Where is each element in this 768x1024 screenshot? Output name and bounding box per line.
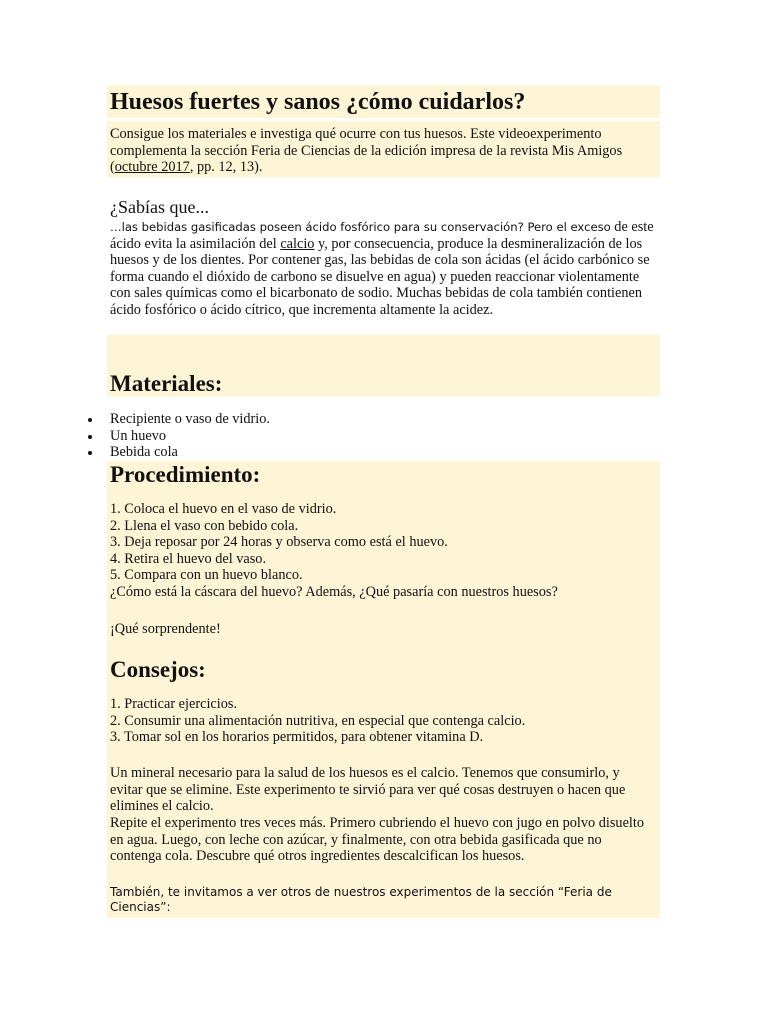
step-item: 5. Compara con un huevo blanco. [110, 567, 303, 584]
sabias-text: de este ácido evita la asimilación del [110, 219, 654, 252]
procedimiento-steps [110, 501, 655, 601]
list-item: Un huevo [110, 428, 270, 445]
consejos-paragraph-1: Un mineral necesario para la salud de los huesos es el calcio. Tenemos que consumirlo, y evitar que se elimine. Este experimento te sirvió para ver qué cosas destruyen o hacen que elimines el calcio. [110, 765, 626, 815]
consejos-tips [110, 696, 655, 746]
list-item: Bebida cola [110, 444, 270, 461]
closing-text: También, te invitamos a ver otros de nuestros experimentos de la sección “Feria de Ciencias”: [110, 885, 612, 914]
step-item: 1. Coloca el huevo en el vaso de vidrio. [110, 501, 337, 517]
sabias-heading: ¿Sabías que... [110, 197, 209, 217]
sabias-lead: …las bebidas gasificadas poseen ácido fosfórico para su conservación? Pero el exceso [110, 220, 611, 234]
consejos-paragraph-2: Repite el experimento tres veces más. Primero cubriendo el huevo con jugo en polvo disuelto en agua. Luego, con leche con azúcar, y finalmente, con otra bebida gasificada que no contenga cola. Descubre qué otros ingredientes descalcifican los huesos. [110, 815, 645, 865]
sabias-text-end: y, por consecuencia, produce la desmineralización de los huesos y de los dientes. Por contener gas, las bebidas de cola son ácidas (el ácido carbónico se forma cuando el dióxido de carbono se disuelve en agua) y pueden reaccionar violentamente con sales químicas como el bicarbonato de sodio. Muchas bebidas de cola también contienen ácido fosfórico o ácido cítrico, que incrementa altamente la acidez. [110, 235, 650, 318]
intro-paragraph [110, 126, 655, 176]
step-item: 3. Deja reposar por 24 horas y observa como está el huevo. [110, 534, 448, 551]
tip-item: 1. Practicar ejercicios. [110, 696, 238, 712]
calcio-link[interactable]: calcio [280, 235, 315, 252]
procedimiento-exclaim: ¡Qué sorprendente! [110, 621, 221, 637]
step-item: 4. Retira el huevo del vaso. [110, 550, 267, 567]
sabias-paragraph [110, 219, 655, 319]
intro-text-end: , pp. 12, 13). [189, 159, 263, 176]
materiales-list [110, 411, 270, 461]
tip-item: 3. Tomar sol en los horarios permitidos, para obtener vitamina D. [110, 729, 484, 746]
step-item: 2. Llena el vaso con bebido cola. [110, 517, 299, 534]
issue-link[interactable]: octubre 2017 [114, 159, 190, 176]
consejos-heading: Consejos: [110, 657, 206, 682]
procedimiento-heading: Procedimiento: [110, 462, 261, 487]
page-title: Huesos fuertes y sanos ¿cómo cuidarlos? [110, 89, 526, 115]
tip-item: 2. Consumir una alimentación nutritiva, en especial que contenga calcio. [110, 712, 526, 729]
materiales-heading: Materiales: [110, 371, 223, 396]
spacer-band [107, 335, 660, 365]
procedimiento-question: ¿Cómo está la cáscara del huevo? Además, ¿Qué pasaría con nuestros huesos? [110, 583, 558, 600]
list-item: Recipiente o vaso de vidrio. [110, 411, 271, 427]
intro-text: Consigue los materiales e investiga qué ocurre con tus huesos. Este videoexperimento complementa la sección Feria de Ciencias de la edición impresa de la revista Mis Amigos ( [110, 126, 623, 176]
